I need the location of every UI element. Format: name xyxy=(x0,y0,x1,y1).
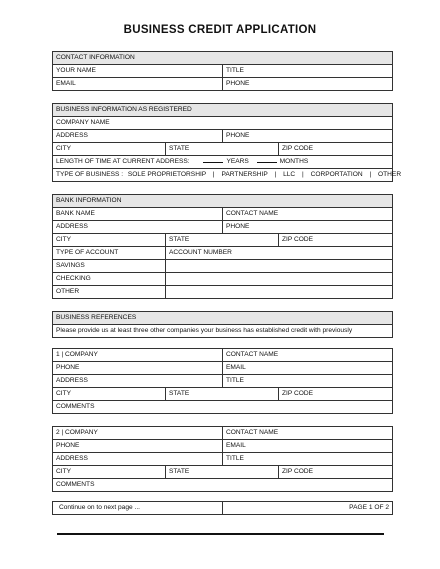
company-field[interactable]: 1 | COMPANY xyxy=(53,349,223,362)
section-header: BUSINESS INFORMATION AS REGISTERED xyxy=(53,104,393,117)
separator: | xyxy=(274,171,277,178)
type-option[interactable]: PARTNERSHIP xyxy=(221,171,268,178)
contact-name-field[interactable]: CONTACT NAME xyxy=(223,208,393,221)
page-indicator: PAGE 1 OF 2 xyxy=(223,502,393,515)
other-label: OTHER xyxy=(53,286,166,299)
company-name-field[interactable]: COMPANY NAME xyxy=(53,117,393,130)
business-information-section xyxy=(52,103,402,182)
bank-information-section xyxy=(52,194,393,299)
months-label: MONTHS xyxy=(279,158,309,165)
city-field[interactable]: CITY xyxy=(53,388,166,401)
footer-divider xyxy=(57,533,384,535)
savings-account-number-field[interactable] xyxy=(166,260,393,273)
contact-name-field[interactable]: CONTACT NAME xyxy=(223,349,393,362)
separator: | xyxy=(369,171,372,178)
page-title: BUSINESS CREDIT APPLICATION xyxy=(123,24,317,36)
type-option[interactable]: SOLE PROPRIETORSHIP xyxy=(127,171,207,178)
address-field[interactable]: ADDRESS xyxy=(53,375,223,388)
title-field[interactable]: TITLE xyxy=(223,453,393,466)
type-option[interactable]: LLC xyxy=(283,171,296,178)
phone-field[interactable]: PHONE xyxy=(223,130,393,143)
savings-label: SAVINGS xyxy=(53,260,166,273)
comments-field[interactable]: COMMENTS xyxy=(53,401,393,414)
title-field[interactable]: TITLE xyxy=(223,375,393,388)
zip-code-field[interactable]: ZIP CODE xyxy=(279,234,393,247)
zip-code-field[interactable]: ZIP CODE xyxy=(279,388,393,401)
references-note: Please provide us at least three other companies your business has established credit with previously xyxy=(53,325,393,338)
phone-field[interactable]: PHONE xyxy=(53,440,223,453)
phone-field[interactable]: PHONE xyxy=(53,362,223,375)
title-field[interactable]: TITLE xyxy=(223,65,393,78)
account-number-label: ACCOUNT NUMBER xyxy=(166,247,393,260)
section-header: BANK INFORMATION xyxy=(53,195,393,208)
checking-label: CHECKING xyxy=(53,273,166,286)
years-label: YEARS xyxy=(226,158,249,165)
email-field[interactable]: EMAIL xyxy=(223,440,393,453)
city-field[interactable]: CITY xyxy=(53,234,166,247)
type-of-account-label: TYPE OF ACCOUNT xyxy=(53,247,166,260)
months-blank[interactable] xyxy=(257,156,277,163)
address-field[interactable]: ADDRESS xyxy=(53,221,223,234)
city-field[interactable]: CITY xyxy=(53,143,166,156)
type-option[interactable]: OTHER xyxy=(378,171,402,178)
page-footer-box xyxy=(52,501,393,515)
state-field[interactable]: STATE xyxy=(166,388,279,401)
checking-account-number-field[interactable] xyxy=(166,273,393,286)
length-label: LENGTH OF TIME AT CURRENT ADDRESS: xyxy=(56,158,190,165)
contact-information-section xyxy=(52,51,393,91)
section-header: BUSINESS REFERENCES xyxy=(53,312,393,325)
company-field[interactable]: 2 | COMPANY xyxy=(53,427,223,440)
email-field[interactable]: EMAIL xyxy=(223,362,393,375)
state-field[interactable]: STATE xyxy=(166,466,279,479)
address-field[interactable]: ADDRESS xyxy=(53,130,223,143)
contact-name-field[interactable]: CONTACT NAME xyxy=(223,427,393,440)
email-field[interactable]: EMAIL xyxy=(53,78,223,91)
separator: | xyxy=(212,171,215,178)
bank-name-field[interactable]: BANK NAME xyxy=(53,208,223,221)
type-of-business-field[interactable] xyxy=(53,169,402,182)
type-label: TYPE OF BUSINESS : xyxy=(56,171,124,178)
other-account-number-field[interactable] xyxy=(166,286,393,299)
address-field[interactable]: ADDRESS xyxy=(53,453,223,466)
comments-field[interactable]: COMMENTS xyxy=(53,479,393,492)
business-references-section xyxy=(52,311,393,338)
zip-code-field[interactable]: ZIP CODE xyxy=(279,466,393,479)
continue-note: Continue on to next page ... xyxy=(53,502,223,515)
phone-field[interactable]: PHONE xyxy=(223,78,393,91)
section-header: CONTACT INFORMATION xyxy=(53,52,393,65)
city-field[interactable]: CITY xyxy=(53,466,166,479)
state-field[interactable]: STATE xyxy=(166,234,279,247)
separator: | xyxy=(302,171,304,178)
state-field[interactable]: STATE xyxy=(166,143,279,156)
type-option[interactable]: CORPORTATION xyxy=(310,171,363,178)
reference-1-section xyxy=(52,348,393,414)
phone-field[interactable]: PHONE xyxy=(223,221,393,234)
reference-2-section xyxy=(52,426,393,492)
your-name-field[interactable]: YOUR NAME xyxy=(53,65,223,78)
length-at-address-field[interactable] xyxy=(53,156,393,169)
zip-code-field[interactable]: ZIP CODE xyxy=(279,143,393,156)
years-blank[interactable] xyxy=(203,156,223,163)
